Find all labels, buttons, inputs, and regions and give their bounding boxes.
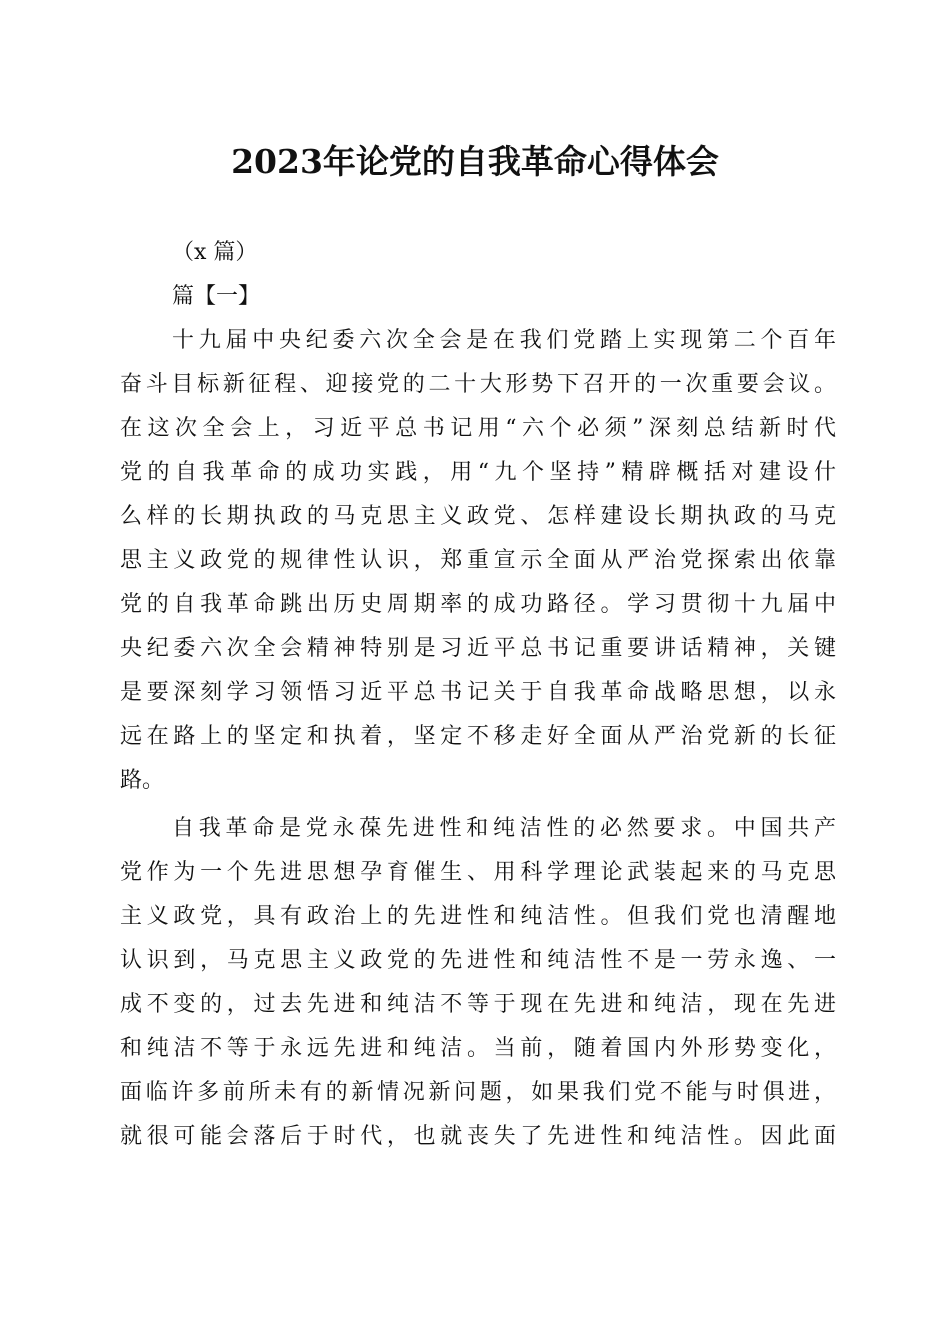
paragraph-line: 党作为一个先进思想孕育催生、用科学理论武装起来的马克思 bbox=[120, 860, 836, 885]
count-note: （x 篇） bbox=[172, 240, 258, 265]
paragraph-line: 和纯洁不等于永远先进和纯洁。当前，随着国内外形势变化， bbox=[120, 1036, 836, 1061]
document-title: 2023年论党的自我革命心得体会 bbox=[231, 142, 719, 181]
section-label: 篇【一】 bbox=[172, 284, 261, 309]
paragraph-line: 就很可能会落后于时代，也就丧失了先进性和纯洁性。因此面 bbox=[120, 1124, 836, 1149]
paragraph-line: 自我革命是党永葆先进性和纯洁性的必然要求。中国共产 bbox=[172, 816, 836, 841]
paragraph-line: 主义政党，具有政治上的先进性和纯洁性。但我们党也清醒地 bbox=[120, 904, 836, 929]
paragraph-line: 思主义政党的规律性认识，郑重宣示全面从严治党探索出依靠 bbox=[120, 548, 836, 573]
paragraph-line: 奋斗目标新征程、迎接党的二十大形势下召开的一次重要会议。 bbox=[120, 372, 836, 397]
paragraph-line: 成不变的，过去先进和纯洁不等于现在先进和纯洁，现在先进 bbox=[120, 992, 836, 1017]
paragraph-line: 央纪委六次全会精神特别是习近平总书记重要讲话精神，关键 bbox=[120, 636, 836, 661]
paragraph-line: 党的自我革命的成功实践，用“九个坚持”精辟概括对建设什 bbox=[120, 460, 836, 485]
paragraph-line: 认识到，马克思主义政党的先进性和纯洁性不是一劳永逸、一 bbox=[120, 948, 836, 973]
paragraph-line: 十九届中央纪委六次全会是在我们党踏上实现第二个百年 bbox=[172, 328, 836, 353]
paragraph-line: 党的自我革命跳出历史周期率的成功路径。学习贯彻十九届中 bbox=[120, 592, 836, 617]
paragraph-line: 是要深刻学习领悟习近平总书记关于自我革命战略思想，以永 bbox=[120, 680, 836, 705]
paragraph-line: 么样的长期执政的马克思主义政党、怎样建设长期执政的马克 bbox=[120, 504, 836, 529]
paragraph-line: 面临许多前所未有的新情况新问题，如果我们党不能与时俱进， bbox=[120, 1080, 836, 1105]
paragraph-line: 远在路上的坚定和执着，坚定不移走好全面从严治党新的长征 bbox=[120, 724, 836, 749]
paragraph-line: 路。 bbox=[120, 768, 165, 793]
paragraph-line: 在这次全会上，习近平总书记用“六个必须”深刻总结新时代 bbox=[120, 416, 836, 441]
